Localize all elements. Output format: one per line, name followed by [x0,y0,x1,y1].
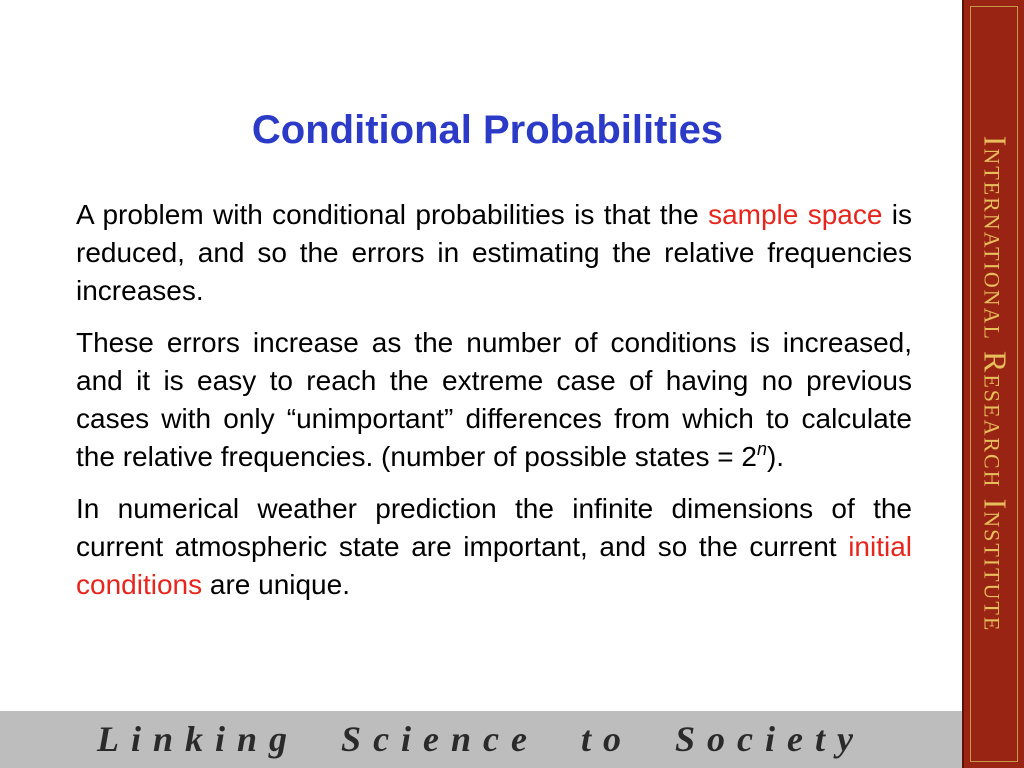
footer-divider [0,708,962,711]
institute-name: International Research Institute [977,135,1014,633]
paragraph-3-text-a: In numerical weather prediction the infinite dimensions of the current atmospheric state are important, and so the current [76,493,912,562]
paragraph-1-text-b: is reduced, and so the errors in estimating the relative frequencies increases. [76,199,912,306]
slide-title: Conditional Probabilities [251,108,724,152]
paragraph-2 [76,324,912,476]
sample-space-highlight: sample space [708,199,883,230]
paragraph-1 [76,196,912,310]
footer-tagline: Linking Science to Society [97,719,865,759]
paragraph-1-text-a: A problem with conditional probabilities is that the [76,199,709,230]
paragraph-2-text-a: These errors increase as the number of conditions is increased, and it is easy to reach the extreme case of having no previous cases with only “unimportant” differences from which to calculate the relative frequencies. (number of possible states = 2 [76,327,912,472]
paragraph-2-text-b: ). [766,441,785,472]
institute-sidebar [962,0,1024,768]
footer-bar [0,708,962,768]
paragraph-3-text-b: are unique. [202,569,350,600]
paragraph-3 [76,490,912,604]
slide-body [76,196,912,618]
exponent-n: n [756,439,767,459]
initial-conditions-highlight: initial conditions [76,531,912,600]
